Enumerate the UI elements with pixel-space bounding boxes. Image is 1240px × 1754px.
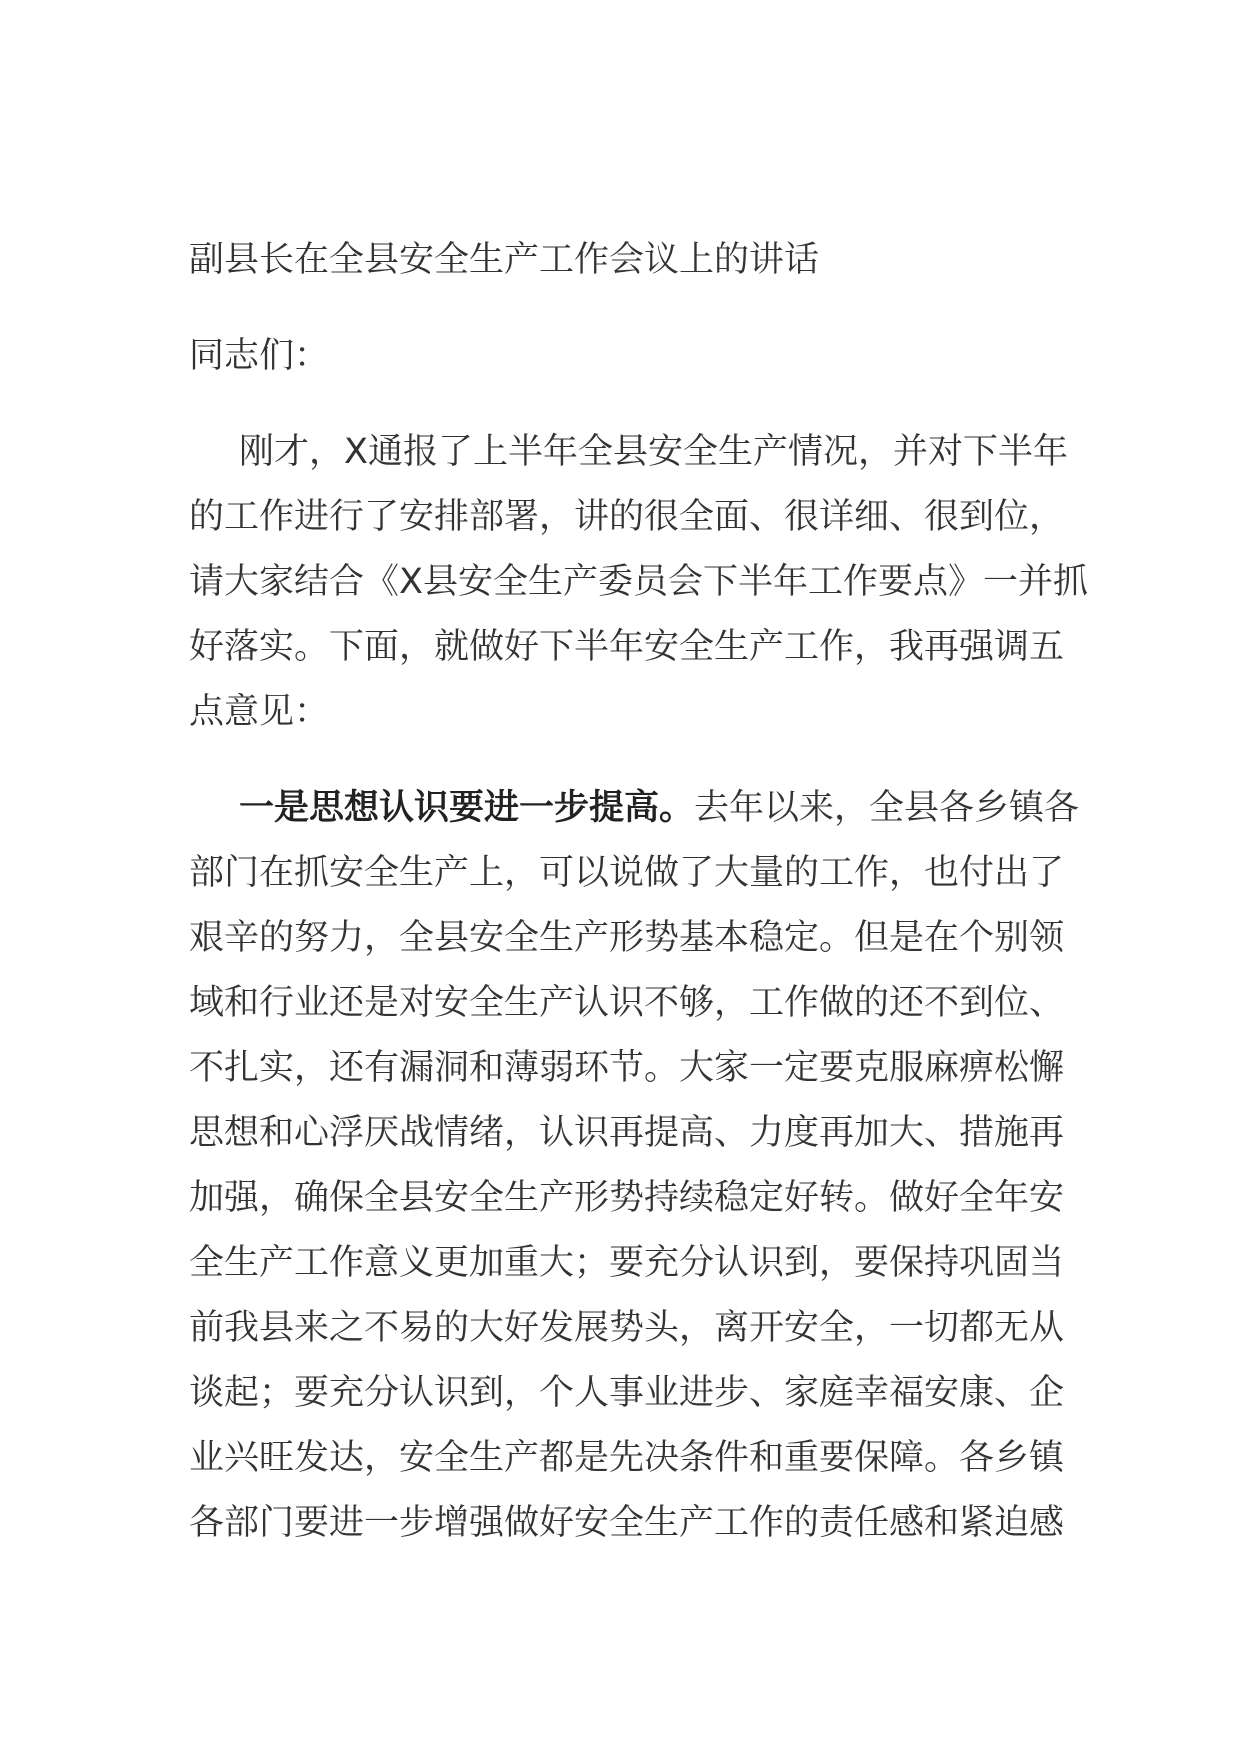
text-line: 请大家结合《X县安全生产委员会下半年工作要点》一并抓 — [189, 562, 1088, 602]
text-line — [189, 776, 1080, 841]
text-line: 刚才，X通报了上半年全县安全生产情况，并对下半年 — [239, 432, 1068, 472]
text-line: 前我县来之不易的大好发展势头，离开安全，一切都无从 — [189, 1308, 1065, 1348]
text-span: 去年以来，全县各乡镇各 — [694, 788, 1080, 828]
text-line: 的工作进行了安排部署，讲的很全面、很详细、很到位， — [189, 497, 1065, 537]
paragraph-point-one — [189, 776, 1080, 1556]
salutation: 同志们： — [189, 336, 330, 376]
text-line: 点意见： — [189, 692, 330, 732]
text-line: 部门在抓安全生产上，可以说做了大量的工作，也付出了 — [189, 853, 1065, 893]
text-line: 艰辛的努力，全县安全生产形势基本稳定。但是在个别领 — [189, 918, 1065, 958]
text-line: 谈起；要充分认识到，个人事业进步、家庭幸福安康、企 — [189, 1373, 1065, 1413]
point-heading: 一是思想认识要进一步提高。 — [239, 788, 695, 828]
paragraph-intro — [189, 420, 1088, 745]
text-line: 域和行业还是对安全生产认识不够，工作做的还不到位、 — [189, 983, 1065, 1023]
document-body — [189, 228, 1088, 1587]
text-line: 各部门要进一步增强做好安全生产工作的责任感和紧迫感 — [189, 1503, 1065, 1543]
text-line: 全生产工作意义更加重大；要充分认识到，要保持巩固当 — [189, 1243, 1065, 1283]
text-line: 好落实。下面，就做好下半年安全生产工作，我再强调五 — [189, 627, 1065, 667]
text-line: 加强，确保全县安全生产形势持续稳定好转。做好全年安 — [189, 1178, 1065, 1218]
text-line: 思想和心浮厌战情绪，认识再提高、力度再加大、措施再 — [189, 1113, 1065, 1153]
text-line: 不扎实，还有漏洞和薄弱环节。大家一定要克服麻痹松懈 — [189, 1048, 1065, 1088]
document-title: 副县长在全县安全生产工作会议上的讲话 — [189, 240, 820, 280]
text-line: 业兴旺发达，安全生产都是先决条件和重要保障。各乡镇 — [189, 1438, 1065, 1478]
